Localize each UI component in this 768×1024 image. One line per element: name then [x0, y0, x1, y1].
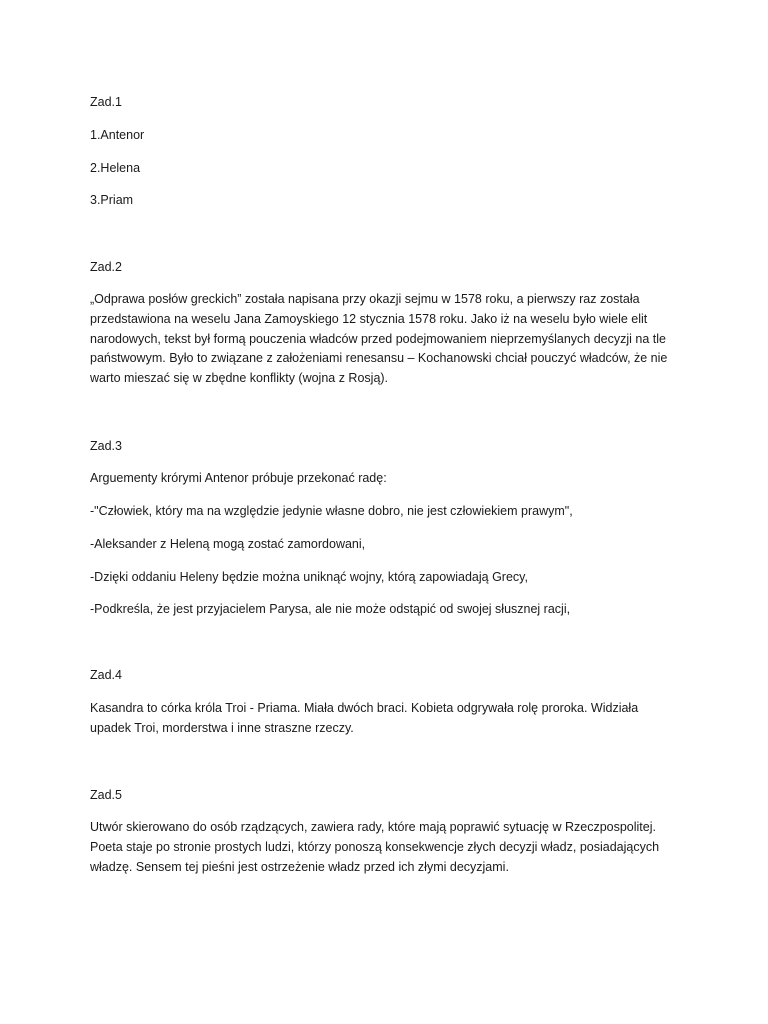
zad1-item-1: 1.Antenor [90, 128, 145, 142]
zad5-heading: Zad.5 [90, 788, 122, 802]
zad4-heading: Zad.4 [90, 668, 122, 682]
zad1-item-2: 2.Helena [90, 161, 141, 175]
zad3-heading: Zad.3 [90, 439, 122, 453]
zad2-paragraph: „Odprawa posłów greckich” została napisana przy okazji sejmu w 1578 roku, a pierwszy raz została przedstawiona na weselu Jana Zamoyskiego 12 stycznia 1578 roku. Jako iż na weselu było wiele elit narodowych, tekst był formą pouczenia władców przed podejmowaniem nieprzemyślanych decyzji na tle państwowym. Było to związane z założeniami renesansu – Kochanowski chciał pouczyć władców, że nie warto mieszać się w zbędne konflikty (wojna z Rosją). [90, 292, 668, 386]
zad3-intro: Arguementy krórymi Antenor próbuje przekonać radę: [90, 471, 387, 485]
zad5-paragraph: Utwór skierowano do osób rządzących, zawiera rady, które mają poprawić sytuację w Rzeczpospolitej. Poeta staje po stronie prostych ludzi, którzy ponoszą konsekwencje złych decyzji władz, posiadających władzę. Sensem tej pieśni jest ostrzeżenie władz przed ich złymi decyzjami. [90, 820, 660, 874]
zad3-item-3: -Dzięki oddaniu Heleny będzie można uniknąć wojny, którą zapowiadają Grecy, [90, 570, 528, 584]
zad1-heading: Zad.1 [90, 95, 122, 109]
zad3-item-1: -"Człowiek, który ma na względzie jedynie własne dobro, nie jest człowiekiem prawym", [90, 504, 573, 518]
zad2-heading: Zad.2 [90, 260, 122, 274]
zad1-item-3: 3.Priam [90, 193, 134, 207]
zad4-paragraph: Kasandra to córka króla Troi - Priama. Miała dwóch braci. Kobieta odgrywała rolę proroka. Widziała upadek Troi, morderstwa i inne straszne rzeczy. [90, 701, 639, 735]
zad3-item-2: -Aleksander z Heleną mogą zostać zamordowani, [90, 537, 366, 551]
zad3-item-4: -Podkreśla, że jest przyjacielem Parysa, ale nie może odstąpić od swojej słusznej racji, [90, 602, 571, 616]
